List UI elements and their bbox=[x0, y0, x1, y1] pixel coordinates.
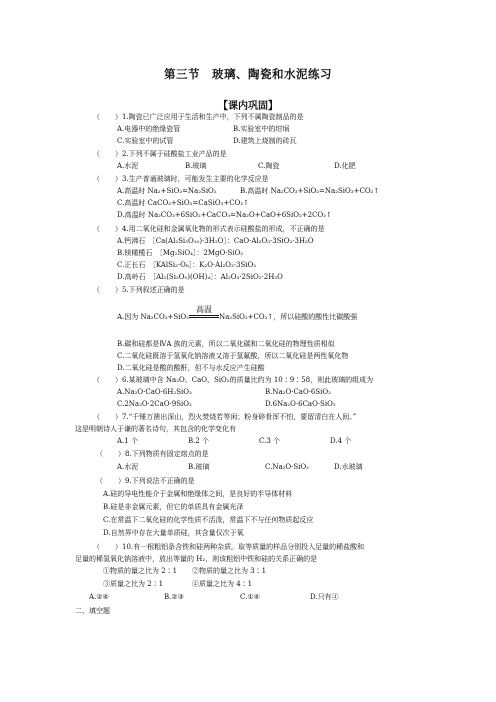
question-9-stem: （ ）9.下列说法不正确的是 bbox=[96, 477, 195, 485]
q3-option-b: B.高温时 Na₂CO₃+SiO₂=Na₂SiO₃+CO₂↑ bbox=[240, 187, 380, 195]
q3-option-c: C.高温时 CaCO₃+SiO₂=CaSiO₃+CO₂↑ bbox=[117, 199, 250, 207]
q2-option-a: A.水泥 bbox=[117, 162, 139, 170]
question-6-stem: （ ）6.某玻璃中含 Na₂O、CaO、SiO₂的质量比约为 10∶9∶58，则此玻璃的组成为 bbox=[93, 376, 374, 384]
q3-option-a: A.高温时 Na₂+SiO₂=Na₂SiO₂ bbox=[117, 187, 217, 195]
q10-option-a: A.②④ bbox=[89, 593, 109, 601]
q9-option-d: D.自然界中存在大量单质硅，其含量仅次于氧 bbox=[103, 529, 244, 537]
q4-option-d: D.高岭石 ［Al₂(Si₂O₅)(OH)₄］：Al₂O₃·2SiO₂·2H₂O bbox=[117, 273, 283, 281]
q2-option-d: D.化肥 bbox=[334, 162, 356, 170]
question-7-stem-continued: 这是明朝诗人于谦的著名诗句，其包含的化学变化有 bbox=[75, 425, 236, 433]
section-heading: 【课内巩固】 bbox=[218, 101, 278, 112]
q4-option-b: B.镁橄榄石 ［Mg₂SiO₄］：2MgO·SiO₂ bbox=[117, 249, 244, 257]
q5-option-a: A.因为 Na₂CO₃+SiO₂ 高温 Na₂SiO₃+CO₂↑，所以硅酸的酸性比碳酸强 bbox=[117, 305, 358, 321]
q7-option-c: C.3 个 bbox=[259, 437, 281, 445]
q10-option-c: C.①④ bbox=[240, 593, 260, 601]
q5-option-b: B.碳和硅都是ⅣA 族的元素，所以二氧化碳和二氧化硅的物理性质相似 bbox=[117, 340, 335, 348]
q9-option-b: B.硅是非金属元素，但它的单质具有金属光泽 bbox=[103, 503, 244, 511]
q10-option-b: B.②③ bbox=[164, 593, 184, 601]
question-5-stem: （ ）5.下列叙述正确的是 bbox=[93, 286, 185, 294]
q3-option-d: D.高温时 Na₂CO₃+6SiO₂+CaCO₃=Na₂O+CaO+6SiO₂+2CO₂↑ bbox=[117, 211, 332, 219]
reaction-condition-label: 高温 bbox=[195, 305, 212, 314]
q1-option-c: C.实验室中的试管 bbox=[117, 137, 174, 145]
q1-option-a: A.电器中的绝缘瓷管 bbox=[117, 125, 181, 133]
q7-option-a: A.1 个 bbox=[117, 437, 138, 445]
q6-option-c: C.2Na₂O·2CaO·9SiO₂ bbox=[117, 400, 192, 408]
q9-option-c: C.在常温下二氧化硅的化学性质不活泼，常温下不与任何物质起反应 bbox=[103, 516, 314, 524]
q8-option-b: B.玻璃 bbox=[188, 463, 210, 471]
reaction-condition-arrow bbox=[189, 305, 219, 319]
question-10-stem: （ ）10.有一根粗铝条含铁和硅两种杂质。取等质量的样品分别投入足量的稀盐酸和 bbox=[93, 543, 365, 551]
q2-option-c: C.陶瓷 bbox=[258, 162, 280, 170]
q10-statement-3: ③质量之比为 2∶1 bbox=[103, 580, 164, 588]
question-3-stem: （ ）3.生产普通玻璃时，可能发生主要的化学反应是 bbox=[93, 175, 269, 183]
question-7-stem: （ ）7.“千锤万凿出深山，烈火焚烧若等闲；粉身碎骨浑不怕，要留清白在人间。” bbox=[93, 413, 357, 421]
q1-option-b: B.实验室中的坩埚 bbox=[233, 125, 290, 133]
q6-option-a: A.Na₂O·CaO·6H₂SiO₃ bbox=[117, 388, 192, 396]
question-10-stem-continued: 足量的稀氢氧化钠溶液中，放出等量的 H₂，则该粗铝中铁和硅的关系正确的是 bbox=[75, 555, 318, 563]
q8-option-c: C.Na₂O·SiO₂ bbox=[265, 463, 309, 471]
q4-option-c: C.正长石 ［KAlSi₃·O₈］：K₂O·Al₂O₃·3SiO₂ bbox=[117, 261, 257, 269]
q4-option-a: A.钙沸石 ［Ca(Al₂Si₃O₁₀)·3H₂O］：CaO·Al₂O₃·3SiO₂·3H₂O bbox=[117, 237, 314, 245]
q8-option-d: D.水玻璃 bbox=[334, 463, 363, 471]
q2-option-b: B.玻璃 bbox=[185, 162, 207, 170]
q1-option-d: D.建筑上烧制的砖瓦 bbox=[233, 137, 297, 145]
question-2-stem: （ ）2.下列不属于硅酸盐工业产品的是 bbox=[93, 150, 227, 158]
question-8-stem: （ ）8.下列物质有固定熔点的是 bbox=[96, 450, 209, 458]
q9-option-a: A.硅的导电性能介于金属和绝缘体之间，是良好的半导体材料 bbox=[103, 490, 293, 498]
q10-statement-2: ②物质的量之比为 3∶1 bbox=[192, 567, 267, 575]
q10-statement-4: ④质量之比为 4∶1 bbox=[192, 580, 253, 588]
question-4-stem: （ ）4.用二氧化硅和金属氧化物的形式表示硅酸盐的形成，不正确的是 bbox=[93, 225, 325, 233]
part-2-heading: 二、填空题 bbox=[75, 607, 110, 615]
page-title: 第三节 玻璃、陶瓷和水泥练习 bbox=[164, 67, 332, 81]
question-1-stem: （ ）1.陶瓷已广泛应用于生活和生产中，下列不属陶瓷制品的是 bbox=[93, 113, 304, 121]
q6-option-b: B.Na₂O·CaO·6SiO₂ bbox=[265, 388, 331, 396]
q10-statement-1: ①物质的量之比为 2∶1 bbox=[103, 567, 178, 575]
q6-option-d: D.6Na₂O·6CaO·SiO₂ bbox=[265, 400, 336, 408]
q5-option-c: C.二氧化硅既溶于氢氧化钠溶液又溶于氢氟酸，所以二氧化硅是两性氧化物 bbox=[117, 352, 349, 360]
q7-option-b: B.2 个 bbox=[188, 437, 210, 445]
q10-option-d: D.只有④ bbox=[310, 593, 339, 601]
q8-option-a: A.水泥 bbox=[117, 463, 139, 471]
q7-option-d: D.4 个 bbox=[330, 437, 352, 445]
q5-option-d: D.二氧化硅是酸的酸酐，但不与水反应产生硅酸 bbox=[117, 364, 265, 372]
